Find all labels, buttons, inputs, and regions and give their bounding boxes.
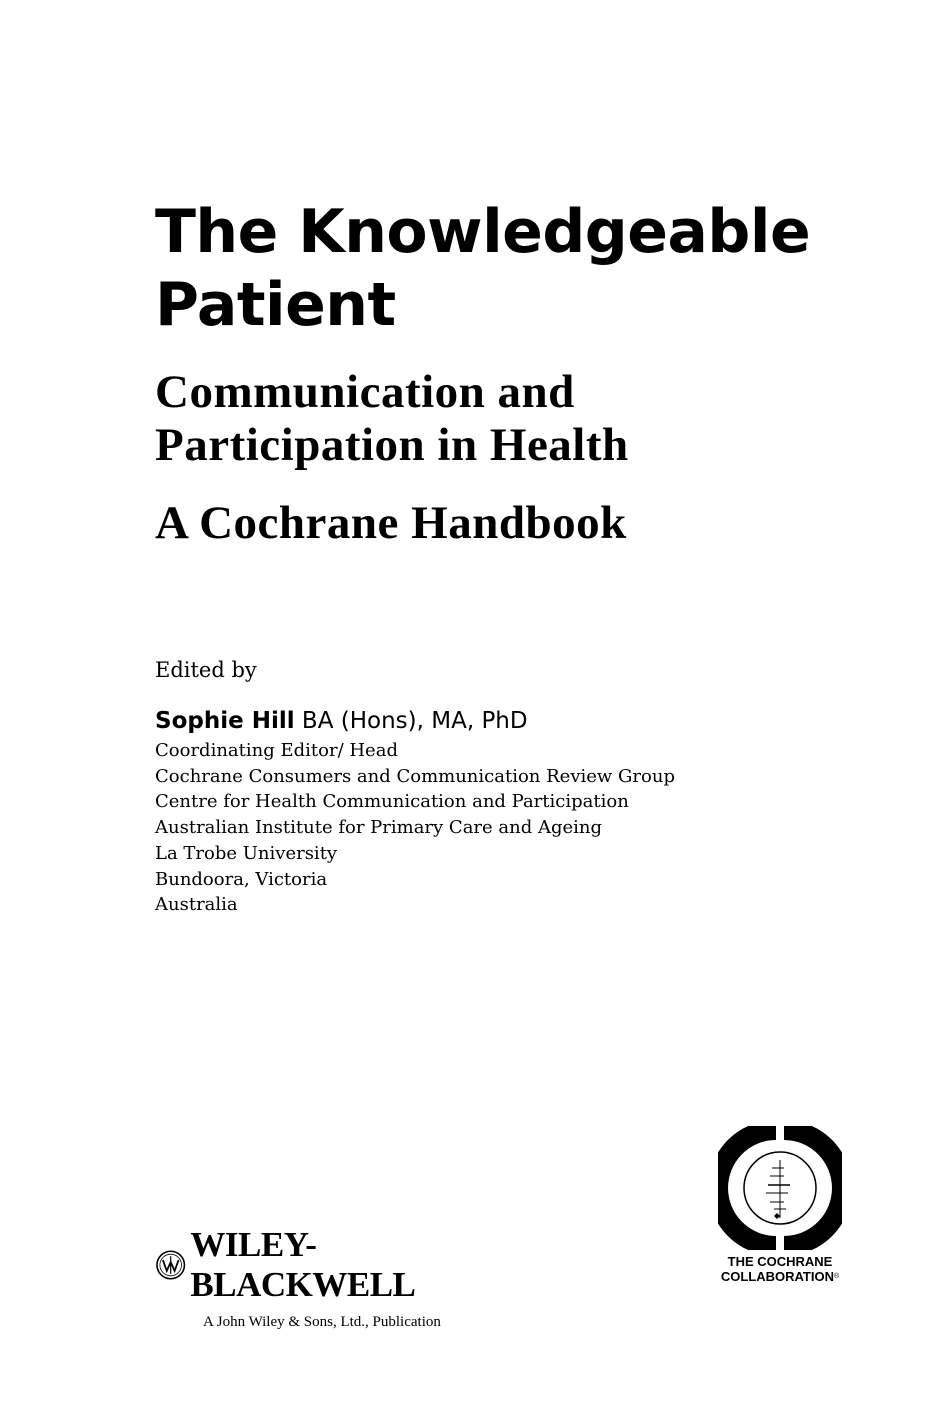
cochrane-name (710, 1254, 850, 1284)
publisher-block (155, 1225, 535, 1331)
book-title: The Knowledgeable Patient (155, 197, 811, 340)
affiliation-line: Australian Institute for Primary Care and Ageing (155, 817, 603, 839)
affiliation-line: Coordinating Editor/ Head (155, 740, 398, 761)
affiliation-line: Australia (155, 894, 238, 916)
cochrane-line-2: COLLABORATION (720, 1269, 834, 1284)
series-title: A Cochrane Handbook (155, 497, 627, 549)
subtitle-line-1: Communication and (155, 366, 575, 418)
editor-name: Sophie Hill (155, 708, 295, 734)
editor-line (155, 706, 528, 736)
affiliation-line: La Trobe University (155, 842, 338, 864)
edited-by-label: Edited by (155, 658, 257, 682)
subtitle-line-2: Participation in Health (155, 419, 629, 471)
affiliation-line: Centre for Health Communication and Participation (155, 791, 629, 813)
cochrane-line-1: THE COCHRANE (727, 1254, 833, 1269)
publisher-wordmark (155, 1225, 535, 1305)
registered-mark: ® (833, 1273, 840, 1280)
publisher-name: WILEY-BLACKWELL (190, 1225, 416, 1304)
publisher-imprint: A John Wiley & Sons, Ltd., Publication (203, 1314, 441, 1330)
wiley-logo-icon (155, 1249, 186, 1281)
affiliation-line: Bundoora, Victoria (155, 868, 328, 890)
book-subtitle (155, 366, 915, 472)
cochrane-logo-icon (718, 1126, 842, 1250)
editor-credentials: BA (Hons), MA, PhD (294, 708, 528, 734)
affiliation-line: Cochrane Consumers and Communication Review Group (155, 765, 675, 787)
editor-affiliations (155, 738, 675, 918)
cochrane-block (710, 1126, 850, 1284)
